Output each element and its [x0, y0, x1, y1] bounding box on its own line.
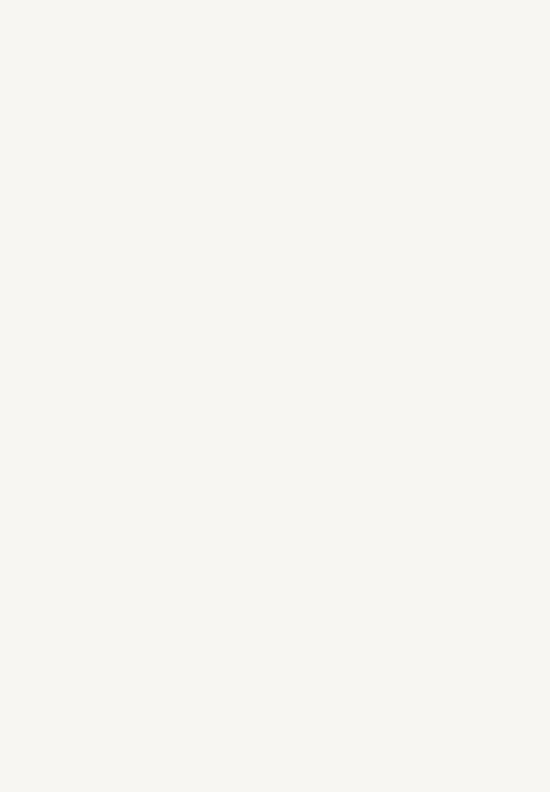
article-line — [54, 302, 532, 324]
